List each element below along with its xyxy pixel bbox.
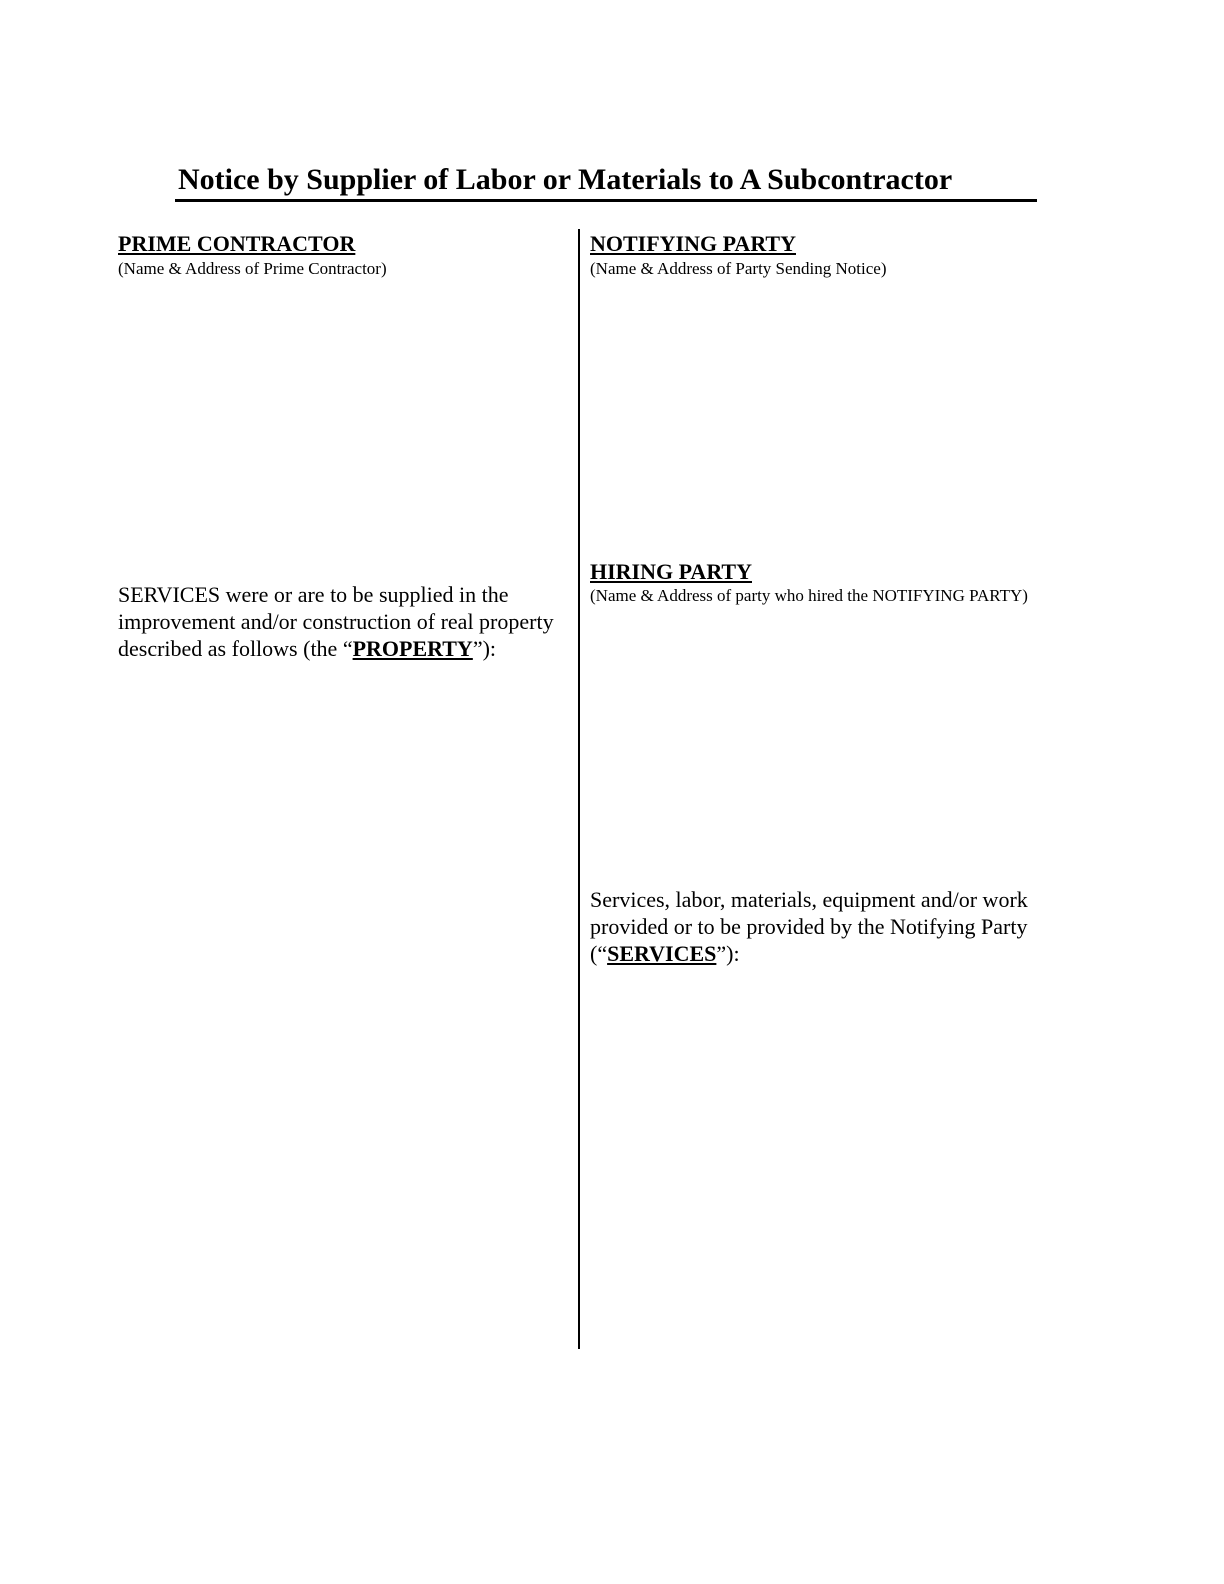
hiring-party-heading: HIRING PARTY: [590, 559, 752, 584]
notifying-party-heading: NOTIFYING PARTY: [590, 231, 796, 256]
services-text: Services, labor, materials, equipment and/or work provided or to be provided by the Notifying Party: [590, 887, 1028, 939]
title-underline: [175, 199, 1037, 202]
prime-contractor-entry-area[interactable]: [118, 285, 568, 575]
prime-contractor-heading: PRIME CONTRACTOR: [118, 231, 356, 256]
notifying-party-entry-area[interactable]: [590, 285, 1060, 550]
prime-contractor-note: (Name & Address of Prime Contractor): [118, 259, 387, 278]
hiring-party-note: (Name & Address of party who hired the NOTIFYING PARTY): [590, 586, 1028, 605]
column-divider: [578, 229, 580, 1349]
property-entry-area[interactable]: [118, 700, 568, 1340]
services-close: ”):: [716, 941, 740, 966]
services-term: SERVICES: [607, 941, 717, 966]
property-open-quote: “: [342, 636, 353, 661]
property-description: [118, 581, 563, 662]
services-open-quote: (“: [590, 941, 608, 966]
document-title: Notice by Supplier of Labor or Materials to A Subcontractor: [178, 163, 953, 196]
notifying-party-note: (Name & Address of Party Sending Notice): [590, 259, 887, 278]
property-close: ”):: [472, 636, 497, 661]
hiring-party-entry-area[interactable]: [590, 635, 1060, 875]
property-text: SERVICES were or are to be supplied in the improvement and/or construction of real property described as follows (the: [118, 582, 554, 661]
services-description: [590, 886, 1080, 967]
property-term: PROPERTY: [352, 636, 473, 661]
services-entry-area[interactable]: [590, 975, 1060, 1340]
